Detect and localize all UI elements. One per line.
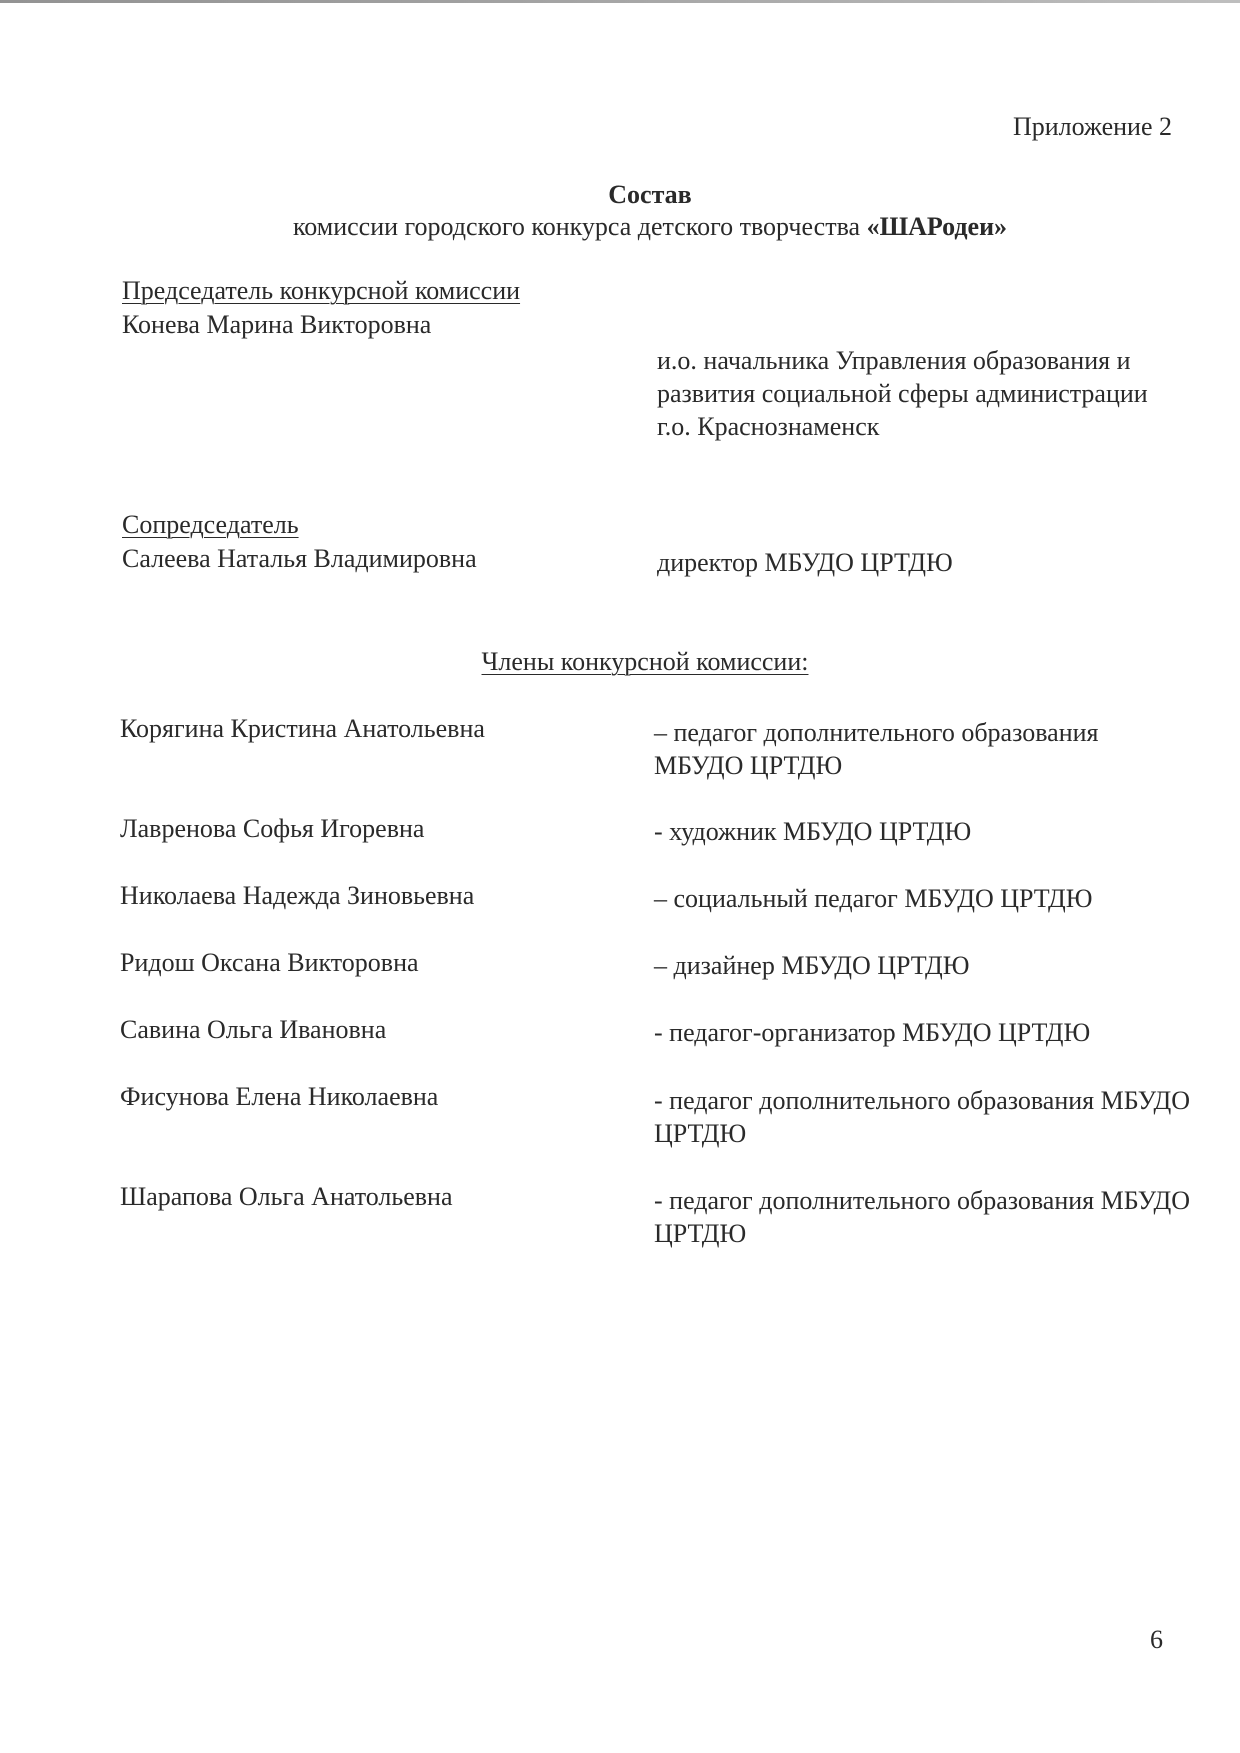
contest-name: «ШАРодеи» (866, 212, 1008, 241)
cochair-position: директор МБУДО ЦРТДЮ (657, 548, 953, 577)
member-role: – дизайнер МБУДО ЦРТДЮ (654, 951, 970, 980)
member-role: - педагог дополнительного образования МБУДО ЦРТДЮ (654, 1086, 1191, 1148)
member-role: – социальный педагог МБУДО ЦРТДЮ (654, 884, 1093, 913)
member-name: Савина Ольга Ивановна (120, 1015, 387, 1044)
document-title: Состав (608, 180, 692, 209)
scan-edge-shadow (0, 0, 1240, 3)
members-heading (0, 645, 1240, 678)
member-role: – педагог дополнительного образования МБУДО ЦРТДЮ (654, 718, 1099, 780)
chair-heading: Председатель конкурсной комиссии (122, 276, 521, 305)
subtitle-text: комиссии городского конкурса детского творчества (292, 212, 867, 241)
member-name: Фисунова Елена Николаевна (120, 1082, 439, 1111)
member-role: - художник МБУДО ЦРТДЮ (654, 817, 972, 846)
member-name: Ридош Оксана Викторовна (120, 948, 419, 977)
appendix-label: Приложение 2 (1012, 112, 1172, 141)
chair-name: Конева Марина Викторовна (122, 310, 432, 339)
members-heading-text: Члены конкурсной комиссии: (481, 647, 809, 676)
member-role: - педагог дополнительного образования МБУДО ЦРТДЮ (654, 1186, 1191, 1248)
page-number: 6 (1150, 1625, 1163, 1654)
member-name: Николаева Надежда Зиновьевна (120, 881, 475, 910)
cochair-name: Салеева Наталья Владимировна (122, 544, 477, 573)
member-role: - педагог-организатор МБУДО ЦРТДЮ (654, 1018, 1091, 1047)
member-name: Корягина Кристина Анатольевна (120, 714, 485, 743)
document-subtitle (0, 210, 1240, 243)
member-name: Шарапова Ольга Анатольевна (120, 1182, 453, 1211)
member-name: Лавренова Софья Игоревна (120, 814, 425, 843)
cochair-heading: Сопредседатель (122, 510, 299, 539)
chair-position: и.о. начальника Управления образования и развития социальной сферы администрации г.о. Краснознаменск (657, 346, 1148, 441)
